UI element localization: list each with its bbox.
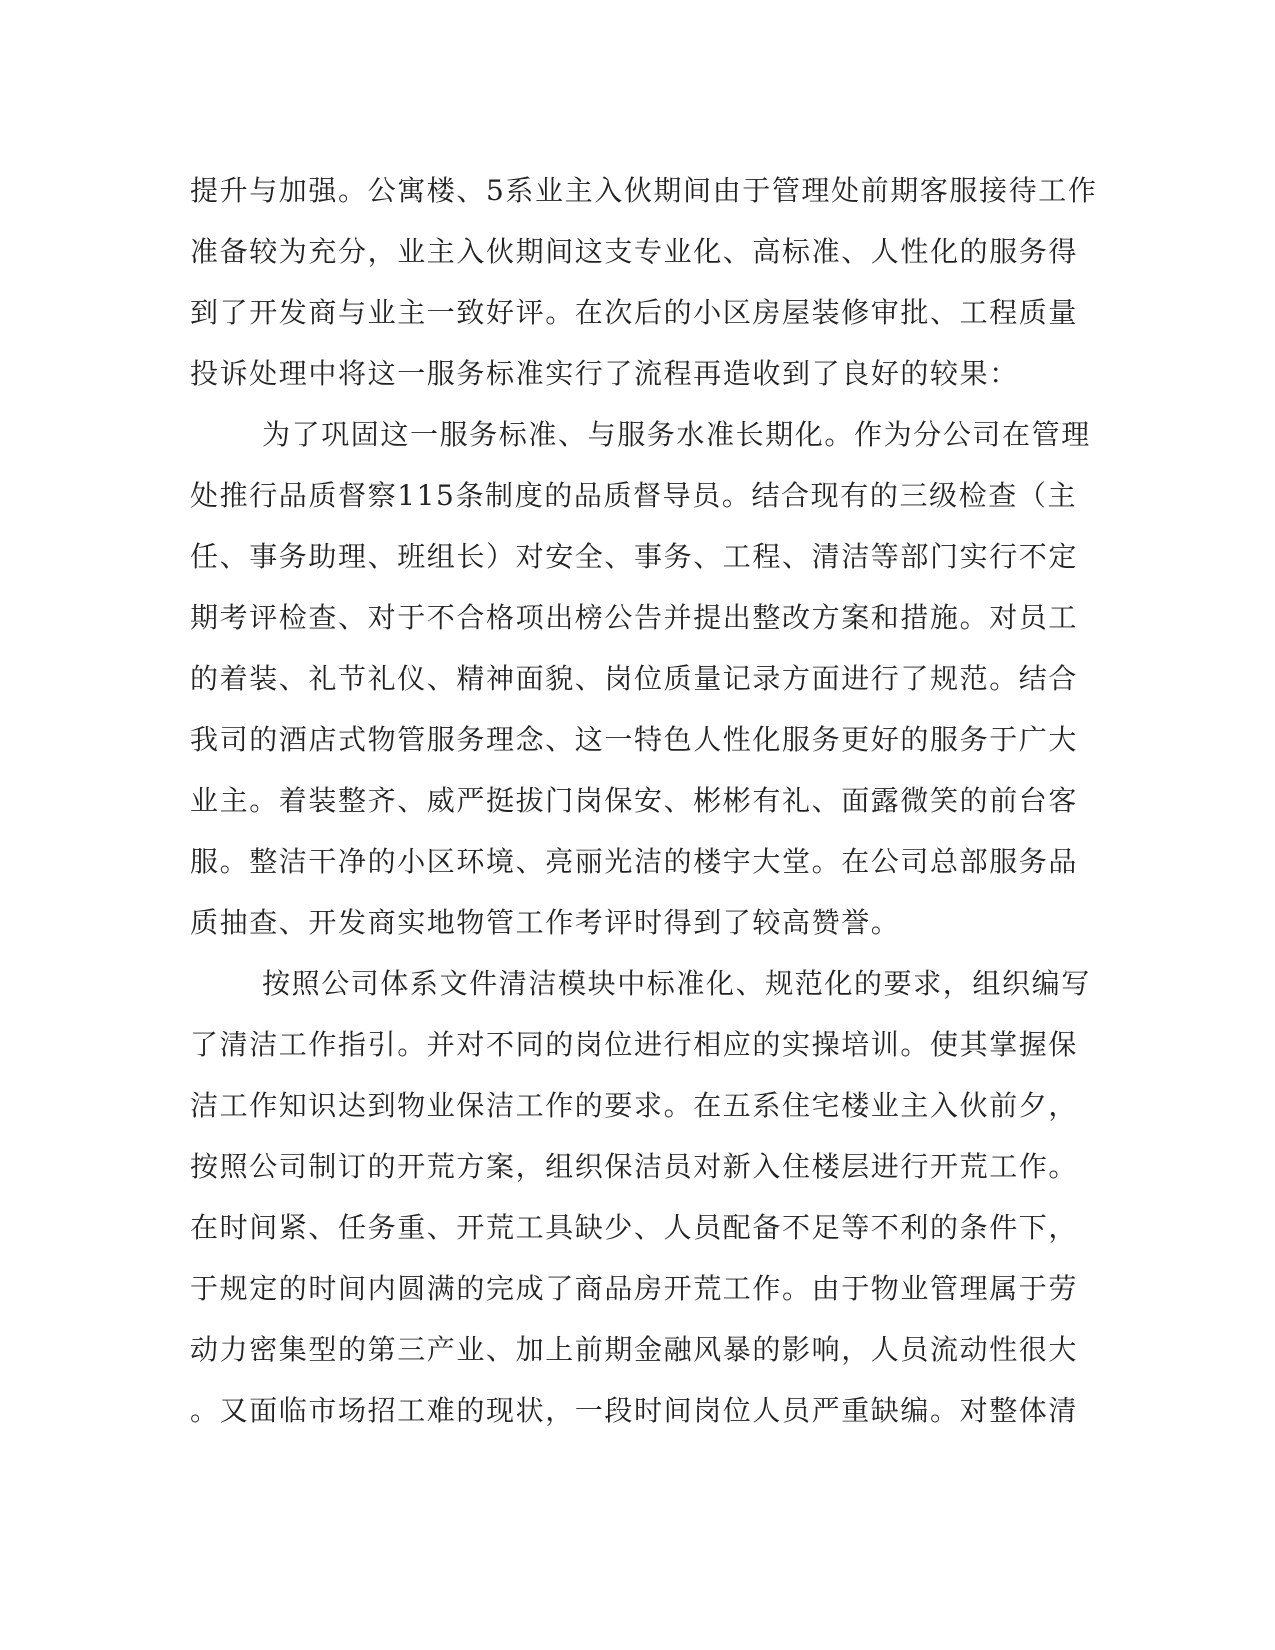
text-line: 提升与加强。公寓楼、5系业主入伙期间由于管理处前期客服接待工作 xyxy=(190,174,1098,207)
text-line: 于规定的时间内圆满的完成了商品房开荒工作。由于物业管理属于劳 xyxy=(190,1272,1079,1305)
text-line: 按照公司制订的开荒方案，组织保洁员对新入住楼层进行开荒工作。 xyxy=(190,1150,1079,1183)
text-line: 任、事务助理、班组长）对安全、事务、工程、清洁等部门实行不定 xyxy=(190,540,1079,573)
text-line: 到了开发商与业主一致好评。在次后的小区房屋装修审批、工程质量 xyxy=(190,296,1079,329)
text-line: 服。整洁干净的小区环境、亮丽光洁的楼宇大堂。在公司总部服务品 xyxy=(190,845,1079,878)
paragraph-first-line: 按照公司体系文件清洁模块中标准化、规范化的要求，组织编写 xyxy=(262,967,1091,1000)
text-line: 我司的酒店式物管服务理念、这一特色人性化服务更好的服务于广大 xyxy=(190,723,1079,756)
text-line: 准备较为充分，业主入伙期间这支专业化、高标准、人性化的服务得 xyxy=(190,235,1079,268)
text-line: 。又面临市场招工难的现状，一段时间岗位人员严重缺编。对整体清 xyxy=(190,1394,1079,1427)
body-text xyxy=(190,160,1098,1441)
text-line: 动力密集型的第三产业、加上前期金融风暴的影响，人员流动性很大 xyxy=(190,1333,1079,1366)
text-line: 投诉处理中将这一服务标准实行了流程再造收到了良好的较果： xyxy=(190,357,1019,390)
text-line: 了清洁工作指引。并对不同的岗位进行相应的实操培训。使其掌握保 xyxy=(190,1028,1079,1061)
text-line: 质抽查、开发商实地物管工作考评时得到了较高赞誉。 xyxy=(190,906,901,939)
text-line: 业主。着装整齐、威严挺拔门岗保安、彬彬有礼、面露微笑的前台客 xyxy=(190,784,1079,817)
text-line: 洁工作知识达到物业保洁工作的要求。在五系住宅楼业主入伙前夕， xyxy=(190,1089,1079,1122)
paragraph-first-line: 为了巩固这一服务标准、与服务水准长期化。作为分公司在管理 xyxy=(262,418,1091,451)
text-line: 期考评检查、对于不合格项出榜公告并提出整改方案和措施。对员工 xyxy=(190,601,1079,634)
text-line: 的着装、礼节礼仪、精神面貌、岗位质量记录方面进行了规范。结合 xyxy=(190,662,1079,695)
text-line: 处推行品质督察115条制度的品质督导员。结合现有的三级检查（主 xyxy=(190,479,1078,512)
text-line: 在时间紧、任务重、开荒工具缺少、人员配备不足等不利的条件下， xyxy=(190,1211,1079,1244)
